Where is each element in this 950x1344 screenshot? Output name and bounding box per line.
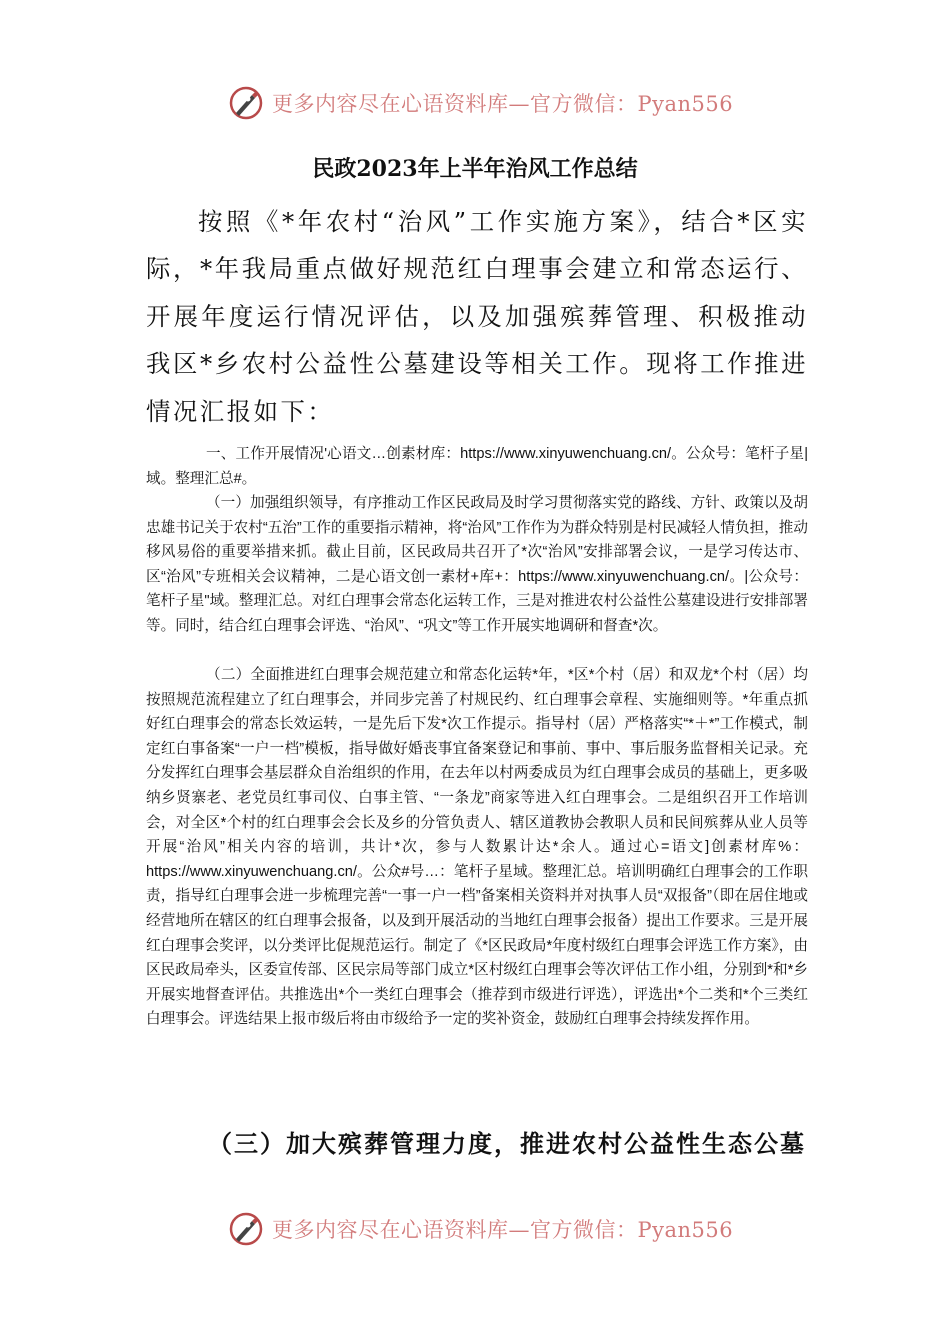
intro-paragraph: 按照《*年农村“治风”工作实施方案》，结合*区实际，*年我局重点做好规范红白理事会建立和常态运行、开展年度运行情况评估，以及加强殡葬管理、积极推动我区*乡农村公益性公墓建设等相关工作。现将工作推进情况汇报如下： bbox=[146, 207, 808, 426]
pen-logo-icon bbox=[228, 1211, 264, 1247]
body-paragraph-council: （二）全面推进红白理事会规范建立和常态化运转*年，*区*个村（居）和双龙*个村（居）均按照规范流程建立了红白理事会，并同步完善了村规民约、红白理事会章程、实施细则等。*年重点抓好红白理事会的常态长效运转，一是先后下发*次工作提示。指导村（居）严格落实“*＋*”工作模式，制定红白事备案“一户一档”模板，指导做好婚丧事宜备案登记和事前、事中、事后服务监督相关记录。充分发挥红白理事会基层群众自治组织的作用，在去年以村两委成员为红白理事会成员的基础上，更多吸纳乡贤寨老、老党员红事司仪、白事主管、“一条龙”商家等进入红白理事会。二是组织召开工作培训会，对全区*个村的红白理事会会长及乡的分管负责人、辖区道教协会教职人员和民间殡葬从业人员等开展“治风”相关内容的培训，共计*次，参与人数累计达*余人。通过心=语文]创素材库%：https://www.xinyuwenchuang.cn/。公众#号…：笔杆子星域。整理汇总。培训明确红白理事会的工作职责，指导红白理事会进一步梳理完善“一事一户一档”备案相关资料并对执事人员“双报备”（即在居住地或经营地所在辖区的红白理事会报备，以及到开展活动的当地红白理事会报备）提出工作要求。三是开展红白理事会奖评，以分类评比促规范运行。制定了《*区民政局*年度村级红白理事会评选工作方案》，由区民政局牵头，区委宣传部、区民宗局等部门成立*区村级红白理事会等次评估工作小组，分别到*和*乡开展实地督查评估。共推选出*个一类红白理事会（推荐到市级进行评选），评选出*个二类和*个三类红白理事会。评选结果上报市级后将由市级给予一定的奖补资金，鼓励红白理事会持续发挥作用。 bbox=[146, 667, 808, 1028]
pen-logo-icon bbox=[228, 85, 264, 121]
watermark-banner-bottom bbox=[228, 1209, 733, 1249]
section-one-heading: 一、工作开展情况'心语文…创素材库：https://www.xinyuwenchuang.cn/。公众号：笔杆子星|域。整理汇总#。 bbox=[146, 446, 808, 487]
watermark-text: 更多内容尽在心语资料库—官方微信：Pyan556 bbox=[272, 92, 734, 116]
page-title: 民政2023年上半年治风工作总结 bbox=[312, 156, 638, 182]
body-paragraph-organization: （一）加强组织领导，有序推动工作区民政局及时学习贯彻落实党的路线、方针、政策以及胡忠雄书记关于农村“五治”工作的重要指示精神，将“治风”工作作为为群众特别是村民减轻人情负担，推动移风易俗的重要举措来抓。截止目前，区民政局共召开了*次“治风”安排部署会议，一是学习传达市、区“治风”专班相关会议精神，二是心语文创一素材+库+：https://www.xinyuwenchuang.cn/。|公众号：笔杆子星"域。整理汇总。对红白理事会常态化运转工作，三是对推进农村公益性公墓建设进行安排部署等。同时，结合红白理事会评选、“治风”、“巩文”等工作开展实地调研和督查*次。 bbox=[146, 495, 808, 634]
watermark-banner-top bbox=[228, 83, 733, 123]
section-heading-three: （三）加大殡葬管理力度，推进农村公益性生态公墓 bbox=[208, 1129, 806, 1158]
watermark-text: 更多内容尽在心语资料库—官方微信：Pyan556 bbox=[272, 1218, 734, 1242]
